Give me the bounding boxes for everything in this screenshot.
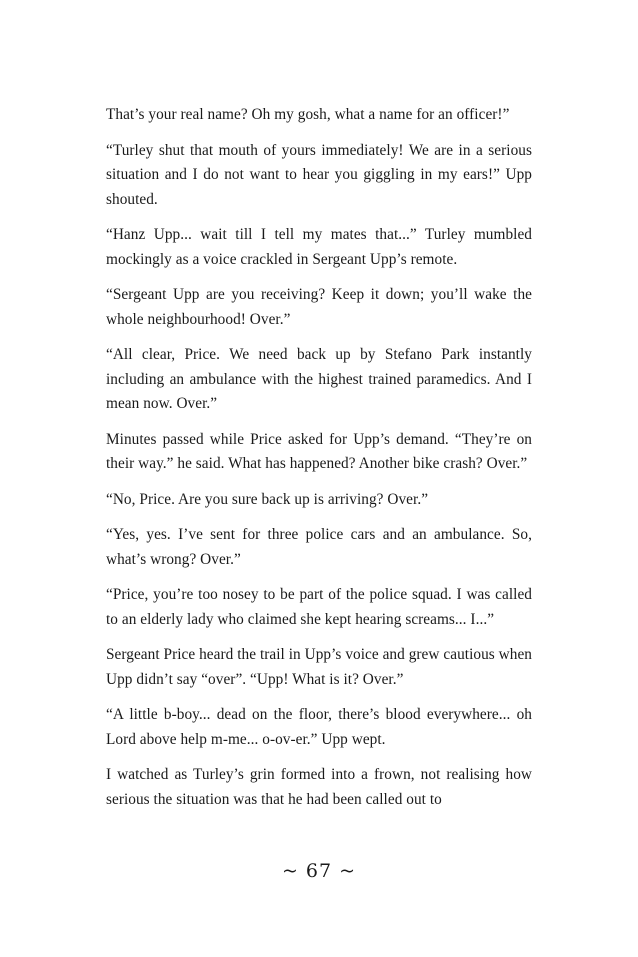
paragraph: “A little b-boy... dead on the floor, there’s blood everywhere... oh Lord above help m-me... o-ov-er.” Upp wept. [106,706,532,748]
paragraph: “No, Price. Are you sure back up is arriving? Over.” [106,490,429,508]
body-text [106,103,532,823]
paragraph: That’s your real name? Oh my gosh, what a name for an officer!” [106,106,510,123]
paragraph: “Yes, yes. I’ve sent for three police cars and an ambulance. So, what’s wrong? Over.” [106,526,532,568]
paragraph: Minutes passed while Price asked for Upp’s demand. “They’re on their way.” he said. What has happened? Another bike crash? Over.” [106,430,532,472]
paragraph: “Sergeant Upp are you receiving? Keep it down; you’ll wake the whole neighbourhood! Over.” [106,286,532,328]
paragraph: “All clear, Price. We need back up by Stefano Park instantly including an ambulance with the highest trained paramedics. And I mean now. Over.” [106,346,532,412]
paragraph: Sergeant Price heard the trail in Upp’s voice and grew cautious when Upp didn’t say “over”. “Upp! What is it? Over.” [106,646,532,688]
page-number: ~ 67 ~ [281,860,357,882]
paragraph: “Price, you’re too nosey to be part of the police squad. I was called to an elderly lady who claimed she kept hearing screams... I...” [106,586,532,628]
paragraph: “Turley shut that mouth of yours immediately! We are in a serious situation and I do not want to hear you giggling in my ears!” Upp shouted. [106,141,532,208]
paragraph: I watched as Turley’s grin formed into a frown, not realising how serious the situation was that he had been called out to [106,766,532,808]
paragraph: “Hanz Upp... wait till I tell my mates that...” Turley mumbled mockingly as a voice crackled in Sergeant Upp’s remote. [106,226,532,268]
